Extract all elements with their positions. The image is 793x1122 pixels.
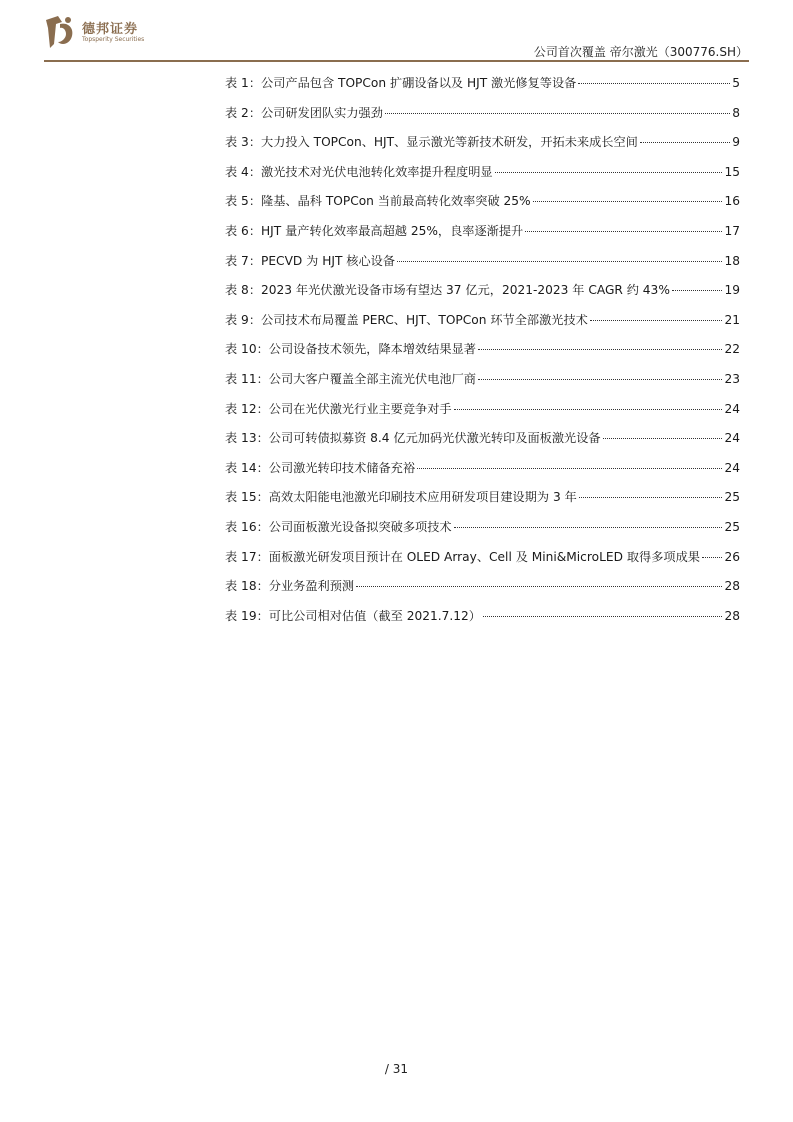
toc-entry-page: 9 [732, 135, 740, 150]
toc-entry-page: 24 [724, 401, 740, 416]
toc-entry-page: 24 [724, 431, 740, 446]
toc-entry-label: 表 9：公司技术布局覆盖 PERC、HJT、TOPCon 环节全部激光技术 [225, 312, 588, 327]
toc-leader-dots [483, 616, 723, 617]
toc-entry-page: 5 [732, 76, 740, 90]
toc-leader-dots [525, 231, 722, 232]
toc-leader-dots [672, 290, 723, 291]
toc-leader-dots [397, 261, 722, 262]
toc-entry-page: 18 [724, 253, 740, 268]
toc-entry-label: 表 1：公司产品包含 TOPCon 扩硼设备以及 HJT 激光修复等设备 [225, 76, 577, 90]
toc-entry-label: 表 3：大力投入 TOPCon、HJT、显示激光等新技术研发，开拓未来成长空间 [225, 135, 638, 150]
toc-leader-dots [578, 83, 730, 84]
header-divider [44, 60, 749, 62]
toc-entry-page: 28 [724, 608, 740, 623]
toc-leader-dots [478, 379, 723, 380]
toc-entry-page: 28 [724, 579, 740, 594]
toc-entry[interactable] [225, 311, 740, 341]
toc-entry[interactable] [225, 163, 740, 193]
toc-leader-dots [579, 497, 723, 498]
toc-entry-label: 表 8：2023 年光伏激光设备市场有望达 37 亿元，2021-2023 年 CAGR 约 43% [225, 283, 670, 298]
toc-entry[interactable] [225, 548, 740, 578]
toc-entry[interactable] [225, 459, 740, 489]
toc-entry-label: 表 12：公司在光伏激光行业主要竞争对手 [225, 401, 452, 416]
toc-leader-dots [454, 409, 723, 410]
toc-entry-label: 表 14：公司激光转印技术储备充裕 [225, 460, 416, 475]
toc-entry-label: 表 16：公司面板激光设备拟突破多项技术 [225, 519, 452, 534]
toc-leader-dots [640, 142, 730, 143]
toc-entry-label: 表 2：公司研发团队实力强劲 [225, 105, 383, 120]
toc-leader-dots [454, 527, 723, 528]
toc-entry-page: 26 [724, 549, 740, 564]
toc-entry-page: 25 [724, 519, 740, 534]
toc-entry[interactable] [225, 577, 740, 607]
toc-entry-label: 表 5：隆基、晶科 TOPCon 当前最高转化效率突破 25% [225, 194, 531, 209]
toc-leader-dots [495, 172, 723, 173]
brand-name: 德邦证券 [82, 22, 139, 37]
toc-leader-dots [702, 557, 723, 558]
toc-leader-dots [356, 586, 722, 587]
deppon-logo-icon [44, 14, 76, 50]
toc-entry[interactable] [225, 370, 740, 400]
toc-entry[interactable] [225, 607, 740, 637]
toc-entry-label: 表 19：可比公司相对估值（截至 2021.7.12） [225, 608, 481, 623]
toc-entry[interactable] [225, 340, 740, 370]
toc-entry-page: 23 [724, 371, 740, 386]
toc-entry[interactable] [225, 488, 740, 518]
page-number: / 31 [384, 1062, 409, 1076]
toc-entry[interactable] [225, 252, 740, 282]
toc-entry-page: 25 [724, 490, 740, 505]
toc-entry-page: 8 [732, 105, 740, 120]
toc-entry[interactable] [225, 518, 740, 548]
toc-entry-page: 19 [724, 283, 740, 298]
toc-leader-dots [385, 113, 730, 114]
toc-entry-page: 17 [724, 223, 740, 238]
toc-leader-dots [533, 201, 723, 202]
page-header [0, 0, 793, 70]
toc-entry-label: 表 15：高效太阳能电池激光印刷技术应用研发项目建设期为 3 年 [225, 490, 577, 505]
toc-entry-label: 表 11：公司大客户覆盖全部主流光伏电池厂商 [225, 371, 476, 386]
toc-entry[interactable] [225, 222, 740, 252]
table-of-figures [225, 74, 740, 636]
toc-entry-label: 表 18：分业务盈利预测 [225, 579, 355, 594]
toc-leader-dots [478, 349, 723, 350]
toc-entry-page: 22 [724, 342, 740, 357]
toc-entry-label: 表 6：HJT 量产转化效率最高超越 25%，良率逐渐提升 [225, 223, 524, 238]
toc-entry-label: 表 7：PECVD 为 HJT 核心设备 [225, 253, 396, 268]
toc-entry-page: 15 [724, 164, 740, 179]
toc-entry[interactable] [225, 104, 740, 134]
toc-entry[interactable] [225, 281, 740, 311]
toc-entry-page: 24 [724, 460, 740, 475]
report-title: 公司首次覆盖 帝尔激光（300776.SH） [533, 45, 748, 59]
toc-leader-dots [590, 320, 723, 321]
toc-entry-label: 表 10：公司设备技术领先，降本增效结果显著 [225, 342, 476, 357]
toc-entry[interactable] [225, 400, 740, 430]
toc-entry[interactable] [225, 192, 740, 222]
toc-leader-dots [603, 438, 723, 439]
toc-entry-page: 16 [724, 194, 740, 209]
toc-entry-page: 21 [724, 312, 740, 327]
toc-entry[interactable] [225, 429, 740, 459]
toc-leader-dots [417, 468, 722, 469]
toc-entry[interactable] [225, 74, 740, 104]
toc-entry-label: 表 13：公司可转债拟募资 8.4 亿元加码光伏激光转印及面板激光设备 [225, 431, 601, 446]
toc-entry[interactable] [225, 133, 740, 163]
brand-name-english: Topsperity Securities [82, 36, 145, 43]
toc-entry-label: 表 17：面板激光研发项目预计在 OLED Array、Cell 及 Mini&MicroLED 取得多项成果 [225, 549, 700, 564]
toc-entry-label: 表 4：激光技术对光伏电池转化效率提升程度明显 [225, 164, 493, 179]
